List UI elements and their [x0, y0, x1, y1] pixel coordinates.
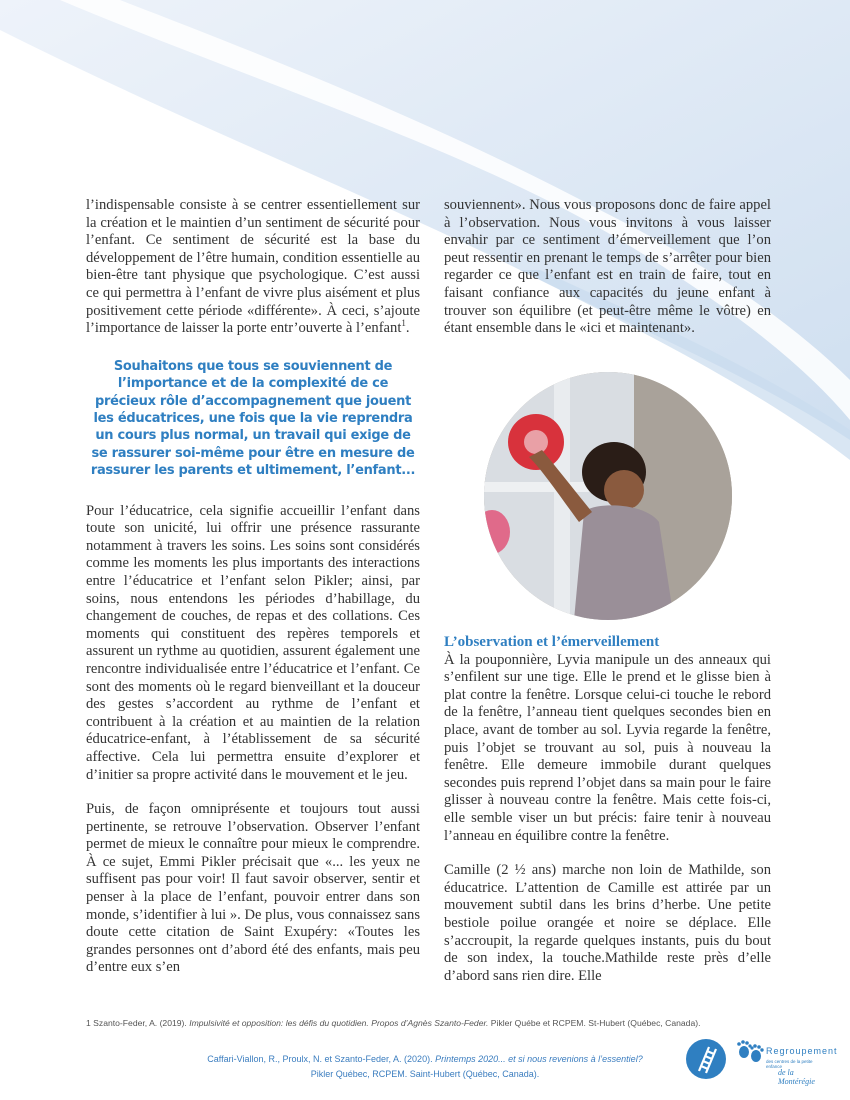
footnote-number: 1 [86, 1018, 91, 1028]
logo-region: de la Montérégie [778, 1068, 815, 1086]
footnote [86, 1018, 786, 1028]
left-paragraph-3: Puis, de façon omniprésente et toujours tout aussi pertinente, se retrouve l’observation. Observer l’enfant permet de mieux le connaître pour mieux le comprendre. À ce sujet, Emmi Pikler précisait que «... les yeux ne suffisent pas pour voir! Il faut savoir observer, sentir et penser à la place de l’enfant, pouvoir entrer dans son monde, s’identifier à lui ». De plus, vous connaissez sans doute cette citation de Saint Exupéry: «Toutes les grandes personnes ont d’abord été des enfants, mais peu d’entre eux s’en [86, 801, 420, 976]
child-at-window-photo [484, 372, 732, 620]
pull-quote: Souhaitons que tous se souviennent de l’importance et de la complexité de ce précieux rôle d’accompagnement que jouent les éducatrices, une fois que la vie reprendra un cours plus normal, un travail qui exige de se rassurer soi-même pour être en mesure de rassurer les parents et ultimement, l’enfant... [90, 358, 416, 479]
right-paragraph-2: À la pouponnière, Lyvia manipule un des anneaux qui s’enfilent sur une tige. Elle le prend et le glisse bien à plat contre la fenêtre. Lorsque celui-ci touche le rebord de la fenêtre, l’anneau tient quelques secondes bien en place, avant de tomber au sol. Lyvia regarde la fenêtre, puis l’objet se trouvant au sol, puis à nouveau la fenêtre. Elle demeure immobile durant quelques secondes puis reprend l’objet dans sa main pour le faire glisser à nouveau contre la fenêtre. Mais cette fois-ci, elle semble viser un but précis: faire tenir à nouveau l’anneau en équilibre contre la fenêtre. [444, 651, 771, 844]
left-paragraph-1: l’indispensable consiste à se centrer essentiellement sur la création et le maintien d’un sentiment de sécurité pour l’enfant. Ce sentiment de sécurité est la base du développement de l’être humain, condition essentielle au bien-être tant physique que psychologique. C’est aussi ce qui permettra à l’enfant de vivre plus aisément et plus positivement cette période «différente». À ceci, s’ajoute l’importance de laisser la porte entr’ouverte à l’enfant$^1$. [86, 197, 420, 337]
right-paragraph-3: Camille (2 ½ ans) marche non loin de Mathilde, son éducatrice. L’attention de Camille est attirée par un mouvement subtil dans les brins d’herbe. Une petite bestiole poilue orangée et noire se déplace. Elle s’accroupit, la regarde quelques instants, puis du bout de son index, la touche.Mathilde reste près d’elle d’abord sans rien dire. Elle [444, 862, 771, 984]
right-paragraph-1: souviennent». Nous vous proposons donc de faire appel à l’observation. Nous vous invitons à vous laisser envahir par ce sentiment d’émerveillement que l’on peut ressentir en prenant le temps de s’arrêter pour bien regarder ce que l’enfant est en train de faire, tout en faisant confiance aux capacités du jeune enfant à trouver son équilibre (et peut-être même le vôtre) en étant ensemble dans le «ici et maintenant». [444, 197, 771, 337]
logo-subtitle: des centres de la petite enfance [766, 1059, 813, 1069]
footnote-text-a: Szanto-Feder, A. (2019). [93, 1018, 190, 1028]
reference-publisher: Pikler Québec, RCPEM. Saint-Hubert (Québec, Canada). [310, 1069, 540, 1079]
footnote-title: Impulsivité et opposition: les défis du quotidien. Propos d’Agnès Szanto-Feder. [189, 1018, 489, 1028]
reference-authors: Caffari-Viallon, R., Proulx, N. et Szanto-Feder, A. (2020). [207, 1054, 436, 1064]
handprints-icon [734, 1038, 766, 1070]
left-column [86, 197, 420, 994]
right-column-bottom [444, 634, 771, 1002]
logo-name: Regroupement [766, 1046, 838, 1056]
section-title: L’observation et l’émerveillement [444, 634, 660, 650]
footnote-text-b: Pikler Québe et RCPEM. St-Hubert (Québec, Canada). [488, 1018, 701, 1028]
regroupement-logo [734, 1038, 838, 1086]
footnote-marker: 1 [401, 318, 406, 329]
photo-illustration [484, 372, 732, 620]
citation-reference [150, 1052, 700, 1082]
right-column-top [444, 197, 771, 355]
ladder-circle-icon [686, 1039, 726, 1079]
left-paragraph-2: Pour l’éducatrice, cela signifie accueillir l’enfant dans toute son unicité, lui offrir une présence rassurante notamment à travers les soins. Les soins sont considérés comme les moments les plus importants des interactions entre l’éducatrice et l’enfant selon Pikler; ainsi, par soins, nous entendons les périodes d’habillage, du changement de couches, de repas et des collations. Ces moments qui constituent des repères temporels et assurent un rythme au quotidien, assurent également une rencontre individualisée entre l’éducatrice et l’enfant. Ce sont des moments où le regard bienveillant et la douceur des gestes s’accordent au rythme de l’enfant et contribuent à la création et au maintien de la relation éducatrice-enfant, à l’établissement de sa sécurité affective. Cela lui permettra ensuite d’explorer et d’initier sa propre activité dans le mouvement et le jeu. [86, 502, 420, 783]
reference-title: Printemps 2020... et si nous revenions à l’essentiel? [435, 1054, 643, 1064]
